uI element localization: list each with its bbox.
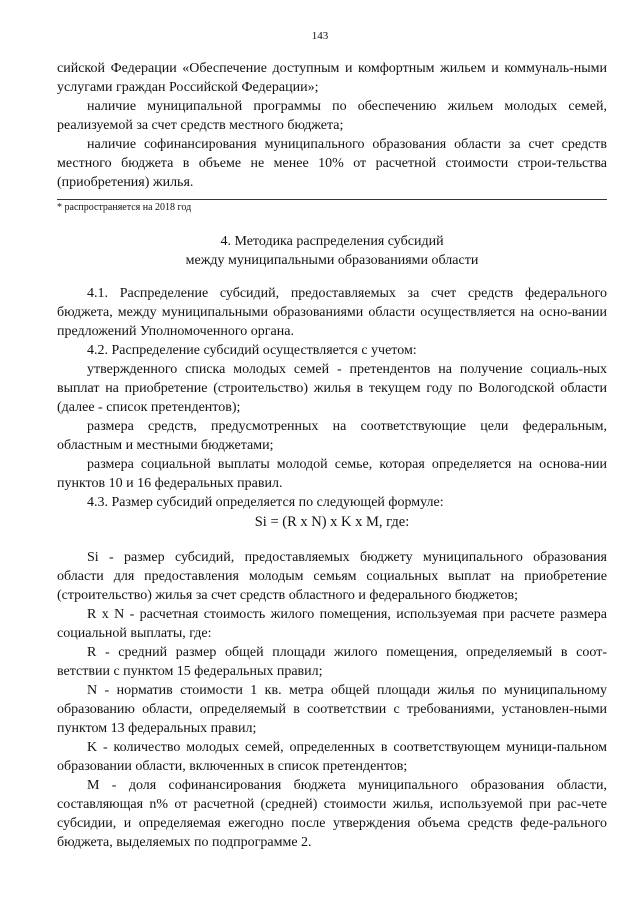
paragraph-list-applicants: утвержденного списка молодых семей - претендентов на получение социаль-ных выплат на приобретение (строительство) жилья в текущем году по Вологодской области (далее - список претендентов); [57, 362, 607, 415]
section-heading-line-1: 4. Методика распределения субсидий [220, 234, 444, 249]
paragraph-continuation: сийской Федерации «Обеспечение доступным и комфортным жильем и коммуналь-ными услугами граждан Российской Федерации»; [57, 61, 607, 95]
top-text-block [57, 59, 607, 192]
paragraph-cofinancing: наличие софинансирования муниципального образования области за счет средств местного бюджета в объеме не менее 10% от расчетной стоимости строи-тельства (приобретения) жилья. [57, 137, 607, 190]
paragraph-budget-funds: размера средств, предусмотренных на соответствующие цели федеральным, областным и местными бюджетами; [57, 419, 607, 453]
section-heading-line-2: между муниципальными образованиями области [185, 253, 479, 268]
page-number: 143 [311, 30, 329, 42]
section-heading [57, 232, 607, 270]
paragraph-4-1: 4.1. Распределение субсидий, предоставляемых за счет средств федерального бюджета, между муниципальными образованиями области осуществляется на осно-вании предложений Уполномоченного органа. [57, 286, 607, 339]
definition-si: Si - размер субсидий, предоставляемых бюджету муниципального образования области для предоставления молодым семьям социальных выплат на приобретение (строительство) жилья за счет средств областного и федерального бюджетов; [57, 550, 607, 603]
paragraph-social-payment: размера социальной выплаты молодой семье, которая определяется на основа-нии пунктов 10 и 16 федеральных правил. [57, 457, 607, 491]
definition-m: M - доля софинансирования бюджета муниципального образования области, составляющая n% от расчетной (средней) стоимости жилья, используемой при рас-чете субсидии, и определяемая ежегодно после утверждения объема средств феде-рального бюджета, выделяемых по подпрограмме 2. [57, 778, 607, 850]
definition-r-x-n: R x N - расчетная стоимость жилого помещения, используемая при расчете размера социальной выплаты, где: [57, 607, 607, 641]
definitions-block [57, 548, 607, 852]
paragraph-municipal-program: наличие муниципальной программы по обеспечению жильем молодых семей, реализуемой за счет средств местного бюджета; [57, 99, 607, 133]
footnote-separator [57, 199, 607, 200]
paragraph-4-2: 4.2. Распределение субсидий осуществляется с учетом: [87, 343, 417, 358]
definition-r: R - средний размер общей площади жилого помещения, определяемый в соот-ветствии с пунктом 15 федеральных правил; [57, 645, 607, 679]
definition-k: K - количество молодых семей, определенных в соответствующем муници-пальном образовании области, включенных в список претендентов; [57, 740, 607, 774]
footnote: * распространяется на 2018 год [57, 202, 192, 213]
section-text-block [57, 284, 607, 512]
subsidy-formula: Si = (R x N) x K x M, где: [254, 514, 410, 530]
paragraph-4-3: 4.3. Размер субсидий определяется по следующей формуле: [87, 495, 444, 510]
definition-n: N - норматив стоимости 1 кв. метра общей площади жилья по муниципальному образованию области, определяемый в соответствии с требованиями, установлен-ными пунктом 13 федеральных правил; [57, 683, 607, 736]
